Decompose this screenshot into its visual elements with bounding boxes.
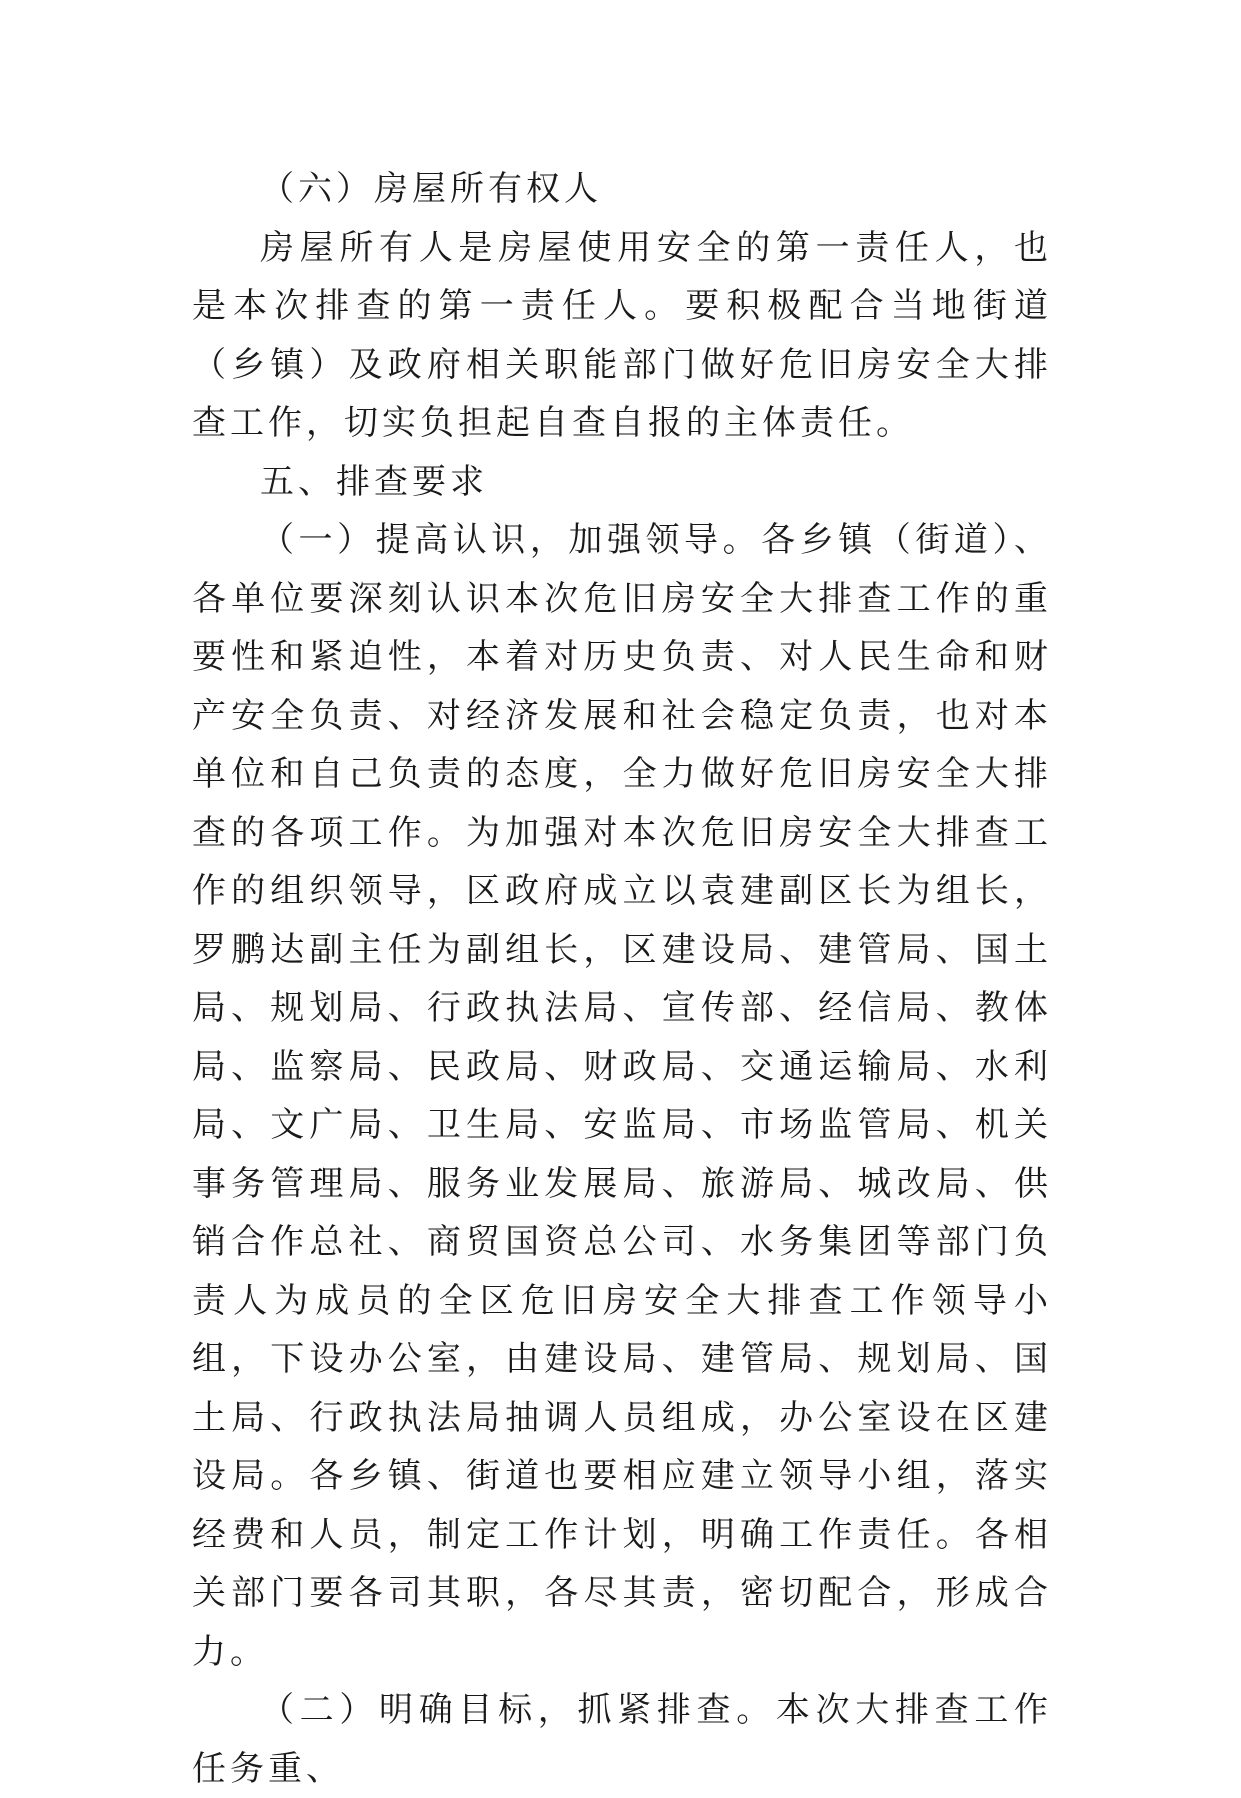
document-body [192,160,1052,1798]
section-heading-owner: （六）房屋所有权人 [260,169,602,209]
paragraph-targets: （二）明确目标，抓紧排查。本次大排查工作任务重、 [192,1690,1052,1789]
paragraph-owner-responsibility: 房屋所有人是房屋使用安全的第一责任人，也是本次排查的第一责任人。要积极配合当地街道（乡镇）及政府相关职能部门做好危旧房安全大排查工作，切实负担起自查自报的主体责任。 [192,227,1052,443]
section-heading-requirements: 五、排查要求 [260,461,488,502]
paragraph-leadership: （一）提高认识，加强领导。各乡镇（街道）、各单位要深刻认识本次危旧房安全大排查工作的重要性和紧迫性，本着对历史负责、对人民生命和财产安全负责、对经济发展和社会稳定负责，也对本单位和自己负责的态度，全力做好危旧房安全大排查的各项工作。为加强对本次危旧房安全大排查工作的组织领导，区政府成立以袁建副区长为组长，罗鹏达副主任为副组长，区建设局、建管局、国土局、规划局、行政执法局、宣传部、经信局、教体局、监察局、民政局、财政局、交通运输局、水利局、文广局、卫生局、安监局、市场监管局、机关事务管理局、服务业发展局、旅游局、城改局、供销合作总社、商贸国资总公司、水务集团等部门负责人为成员的全区危旧房安全大排查工作领导小组，下设办公室，由建设局、建管局、规划局、国土局、行政执法局抽调人员组成，办公室设在区建设局。各乡镇、街道也要相应建立领导小组，落实经费和人员，制定工作计划，明确工作责任。各相关部门要各司其职，各尽其责，密切配合，形成合力。 [192,520,1052,1672]
